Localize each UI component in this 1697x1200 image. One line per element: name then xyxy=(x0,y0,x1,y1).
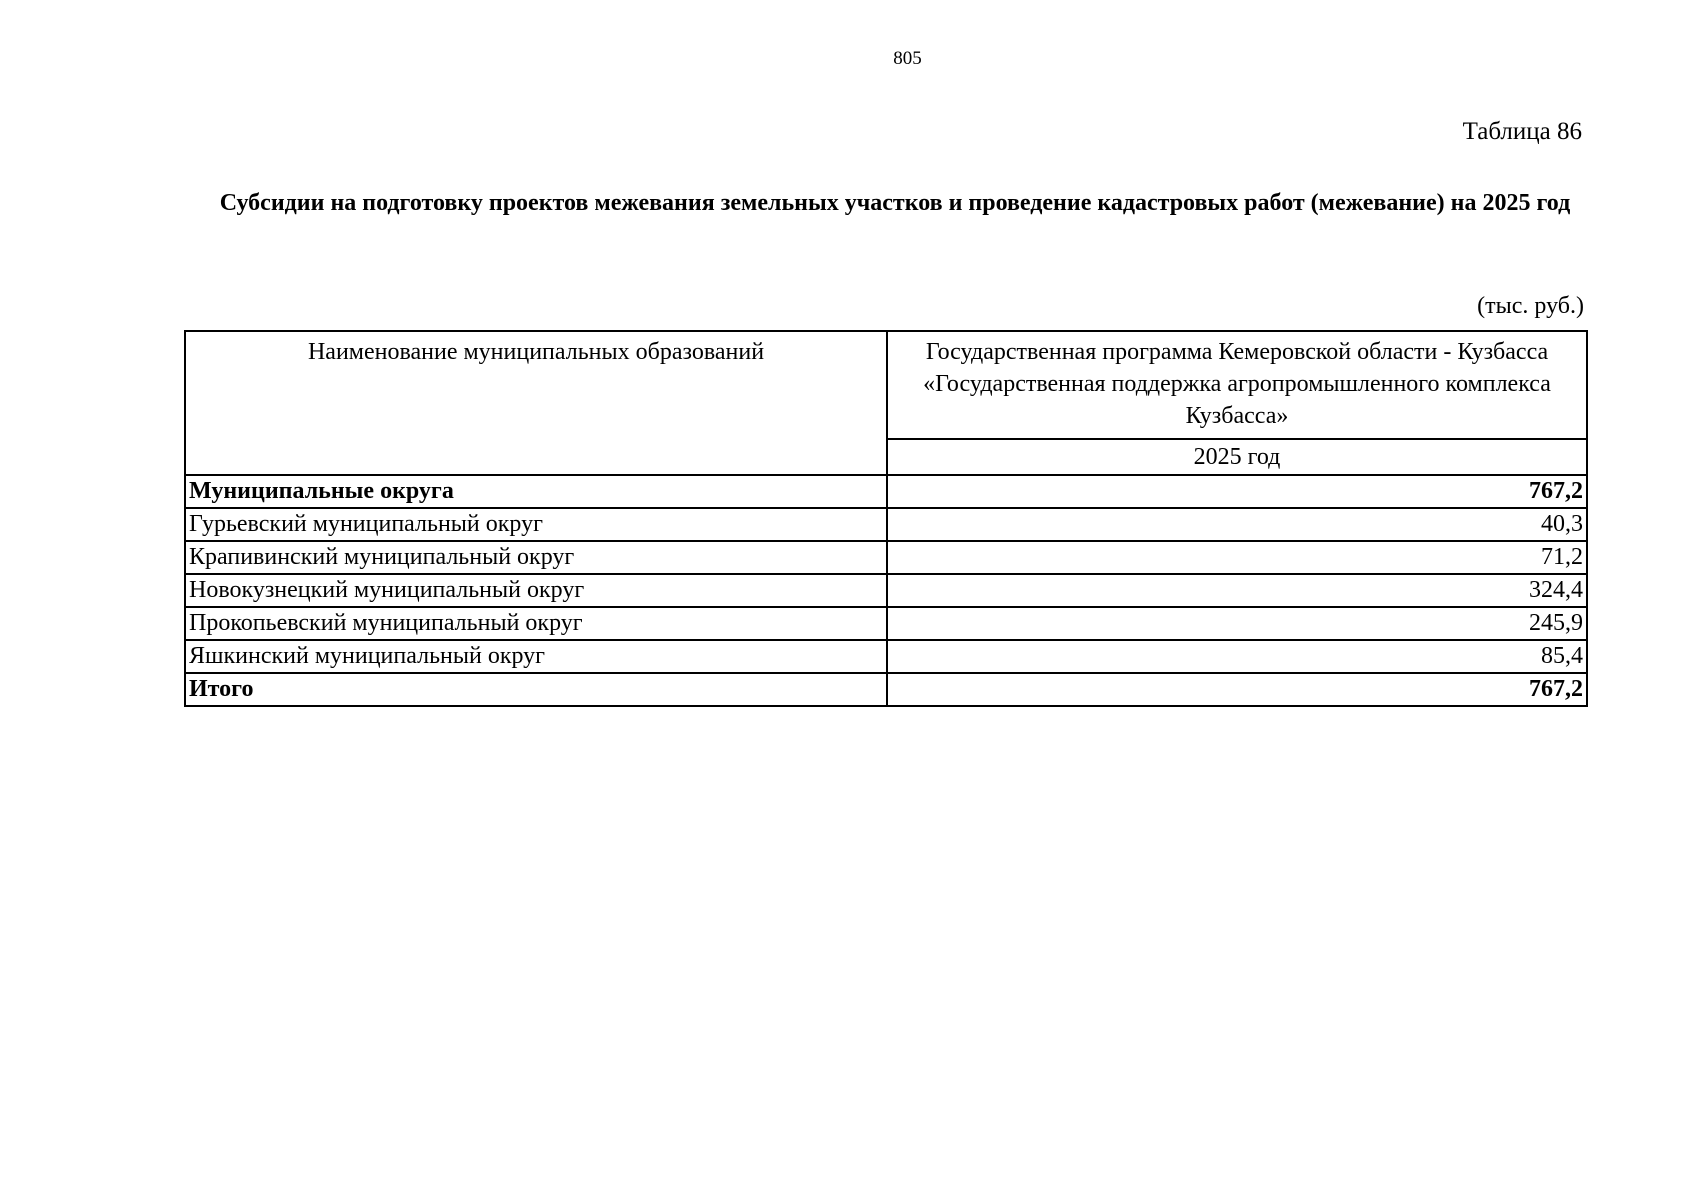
row-value: 324,4 xyxy=(887,574,1587,607)
units-label: (тыс. руб.) xyxy=(1477,293,1584,319)
table-row xyxy=(185,541,1587,574)
row-value: 767,2 xyxy=(887,673,1587,706)
row-name: Итого xyxy=(185,673,887,706)
row-name: Муниципальные округа xyxy=(185,475,887,508)
table-row xyxy=(185,508,1587,541)
row-name: Яшкинский муниципальный округ xyxy=(185,640,887,673)
row-name: Крапивинский муниципальный округ xyxy=(185,541,887,574)
table-row xyxy=(185,607,1587,640)
table-header-row xyxy=(185,331,1587,439)
row-value: 85,4 xyxy=(887,640,1587,673)
row-value: 245,9 xyxy=(887,607,1587,640)
subsidies-table xyxy=(184,330,1588,707)
page-number: 805 xyxy=(893,48,922,69)
header-municipality-name: Наименование муниципальных образований xyxy=(185,331,887,475)
row-value: 767,2 xyxy=(887,475,1587,508)
table-row xyxy=(185,475,1587,508)
table-row xyxy=(185,574,1587,607)
row-name: Новокузнецкий муниципальный округ xyxy=(185,574,887,607)
row-name: Гурьевский муниципальный округ xyxy=(185,508,887,541)
row-name: Прокопьевский муниципальный округ xyxy=(185,607,887,640)
row-value: 40,3 xyxy=(887,508,1587,541)
table-row-total xyxy=(185,673,1587,706)
header-year: 2025 год xyxy=(887,439,1587,475)
document-title: Субсидии на подготовку проектов межевания земельных участков и проведение кадастровых работ (межевание) на 2025 год xyxy=(219,190,1571,216)
row-value: 71,2 xyxy=(887,541,1587,574)
table-label: Таблица 86 xyxy=(1462,118,1582,145)
header-program: Государственная программа Кемеровской области - Кузбасса «Государственная поддержка агропромышленного комплекса Кузбасса» xyxy=(887,331,1587,439)
table-row xyxy=(185,640,1587,673)
